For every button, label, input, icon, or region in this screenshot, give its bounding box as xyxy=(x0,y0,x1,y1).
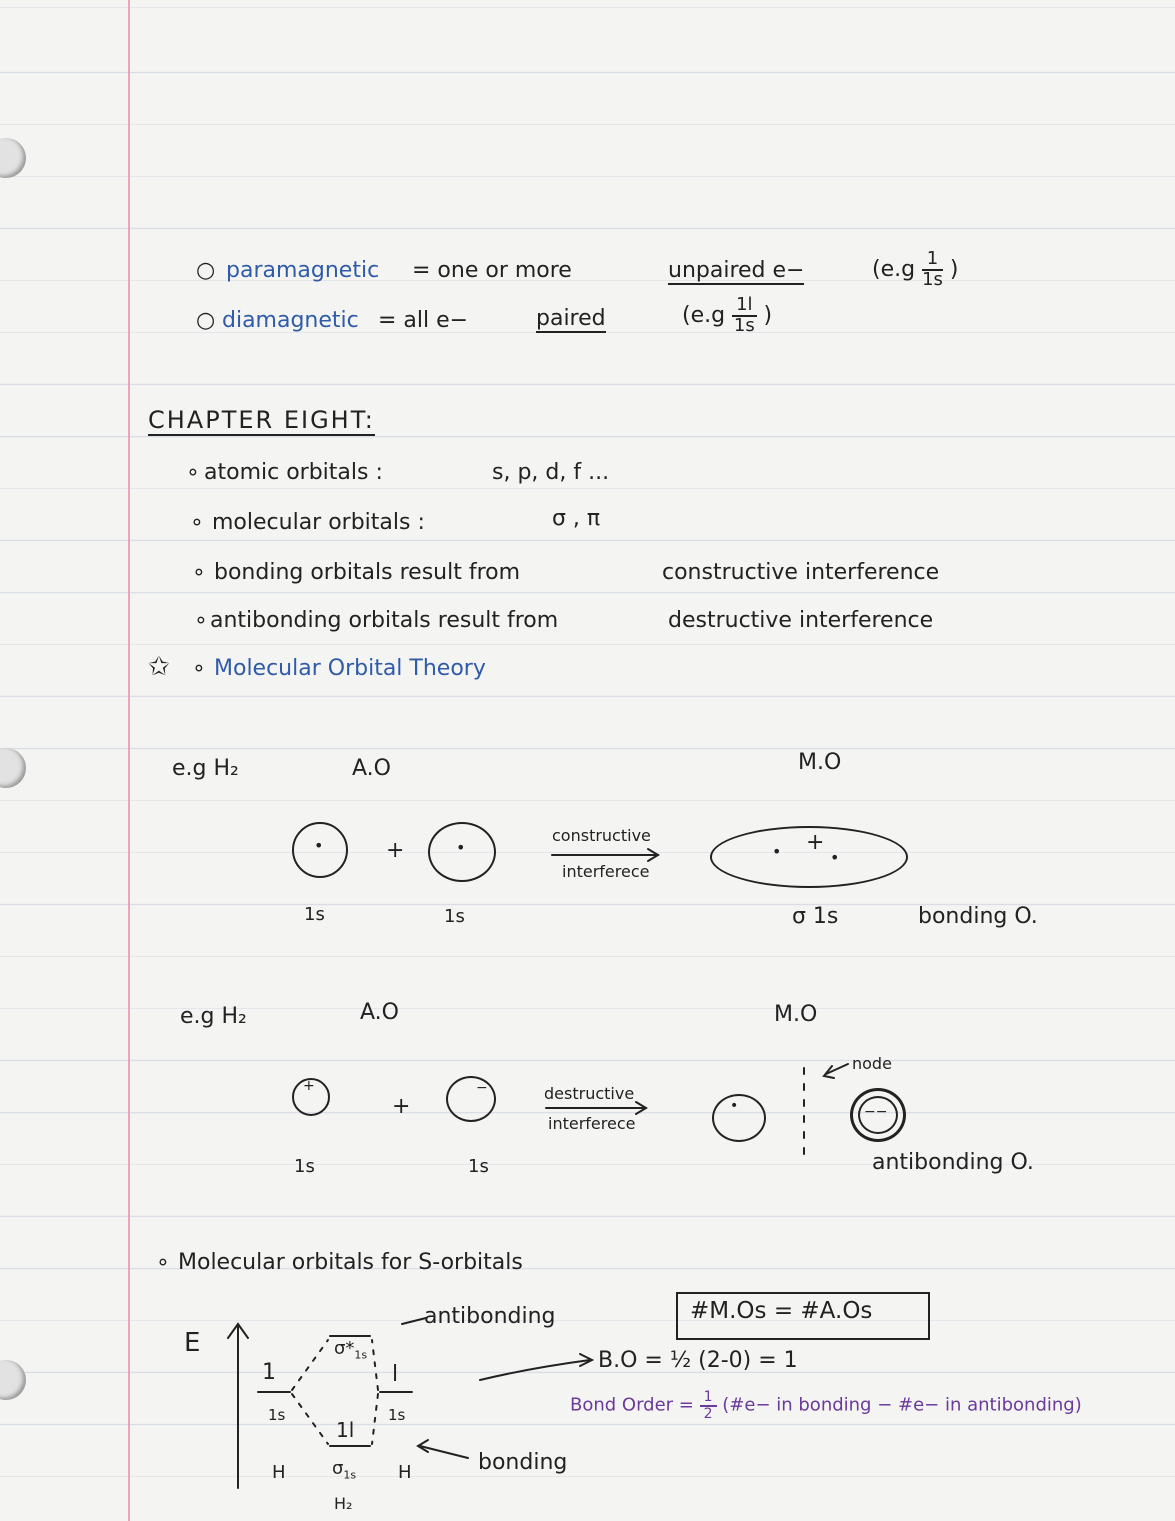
orbital-label-1s: 1s xyxy=(468,1156,489,1177)
ao-label: A.O xyxy=(352,756,391,781)
bullet: ∘ xyxy=(194,608,208,633)
minus-phase: −− xyxy=(864,1104,888,1120)
bonding-label: bonding xyxy=(478,1450,568,1475)
orbital-label-1s: 1s xyxy=(444,906,465,927)
paramagnetic-term: paramagnetic xyxy=(226,258,380,283)
bullet: ∘ xyxy=(192,560,206,585)
bond-order-arrow xyxy=(480,1360,590,1380)
atomic-orbitals-label: atomic orbitals : xyxy=(204,460,383,485)
bullet: ○ xyxy=(196,308,216,333)
antibonding-label: antibonding xyxy=(424,1304,556,1329)
mo-label: M.O xyxy=(798,750,842,775)
orbital-label-1s: 1s xyxy=(294,1156,315,1177)
paramagnetic-example: (e.g $\frac{1}{1s}$ ) xyxy=(872,248,959,290)
bullet: ∘ xyxy=(192,656,206,681)
plus-sign: + xyxy=(806,830,825,855)
mo-theory-heading: Molecular Orbital Theory xyxy=(214,656,486,681)
arrow-label-bottom: interferece xyxy=(562,862,650,881)
ao-label: A.O xyxy=(360,1000,399,1025)
sigma-1s-label: σ 1s xyxy=(792,904,839,929)
plus-phase: + xyxy=(303,1078,315,1094)
plus-sign: + xyxy=(386,838,405,863)
sigma-electrons: 1l xyxy=(336,1418,355,1442)
bullet: ○ xyxy=(196,258,216,283)
example-h2-label: e.g H₂ xyxy=(180,1004,247,1029)
diamagnetic-definition: = all e− xyxy=(378,308,469,333)
left-orbital-label: 1s xyxy=(268,1406,286,1424)
bullet: ∘ xyxy=(156,1250,170,1275)
antibonding-arrow xyxy=(402,1318,426,1324)
molecular-orbitals-value: σ , π xyxy=(552,506,601,531)
orbital-label-1s: 1s xyxy=(304,904,325,925)
left-electron: 1 xyxy=(262,1360,276,1385)
molecular-orbitals-label: molecular orbitals : xyxy=(212,510,425,535)
plus-sign: + xyxy=(392,1094,411,1119)
constructive-interference-text: constructive interference xyxy=(662,560,940,585)
bullet: ∘ xyxy=(190,510,204,535)
arrow-label-top: destructive xyxy=(544,1084,635,1103)
node-label: node xyxy=(852,1054,892,1073)
hydrogen-left-label: H xyxy=(272,1462,286,1483)
bond-order-formula: Bond Order = $\frac{1}{2}$ (#e− in bonding − #e− in antibonding) xyxy=(570,1389,1082,1422)
right-orbital-label: 1s xyxy=(388,1406,406,1424)
bonding-result-label: bonding O. xyxy=(918,904,1038,929)
sigma-star-label: $\sigma*_{1s}$ xyxy=(334,1338,368,1362)
hydrogen-right-label: H xyxy=(398,1462,412,1483)
mo-s-heading: Molecular orbitals for S-orbitals xyxy=(178,1250,523,1275)
diamagnetic-example: (e.g $\frac{1l}{1s}$ ) xyxy=(682,294,773,336)
diamagnetic-term: diamagnetic xyxy=(222,308,359,333)
arrow-label-bottom: interferece xyxy=(548,1114,636,1133)
bond-order-calculation: B.O = ½ (2-0) = 1 xyxy=(598,1348,798,1373)
destructive-interference-text: destructive interference xyxy=(668,608,934,633)
antibonding-result-label: antibonding O. xyxy=(872,1150,1034,1175)
nucleus-dot: • xyxy=(456,838,466,857)
mo-equals-ao-rule: #M.Os = #A.Os xyxy=(690,1298,873,1324)
paired-text: paired xyxy=(536,306,606,331)
energy-axis-label: E xyxy=(184,1328,201,1358)
bonding-orbitals-text: bonding orbitals result from xyxy=(214,560,521,585)
star-icon: ✩ xyxy=(148,652,170,682)
antibonding-orbitals-text: antibonding orbitals result from xyxy=(210,608,559,633)
h2-molecule-label: H₂ xyxy=(334,1494,353,1513)
paramagnetic-definition: = one or more xyxy=(412,258,572,283)
nucleus-dot: • xyxy=(314,836,324,855)
nucleus-dot: • xyxy=(730,1098,739,1114)
minus-phase: − xyxy=(476,1080,488,1096)
arrow-label-top: constructive xyxy=(552,826,651,845)
chapter-title: CHAPTER EIGHT: xyxy=(148,406,375,434)
sigma-label: $\sigma_{1s}$ xyxy=(332,1458,357,1482)
atomic-orbitals-value: s, p, d, f ... xyxy=(492,460,610,485)
unpaired-text: unpaired e− xyxy=(668,258,805,283)
nucleus-dot: • xyxy=(830,848,840,867)
bullet: ∘ xyxy=(186,460,200,485)
right-electron: l xyxy=(392,1362,399,1387)
mo-label: M.O xyxy=(774,1002,818,1027)
nucleus-dot: • xyxy=(772,842,782,861)
example-h2-label: e.g H₂ xyxy=(172,756,239,781)
